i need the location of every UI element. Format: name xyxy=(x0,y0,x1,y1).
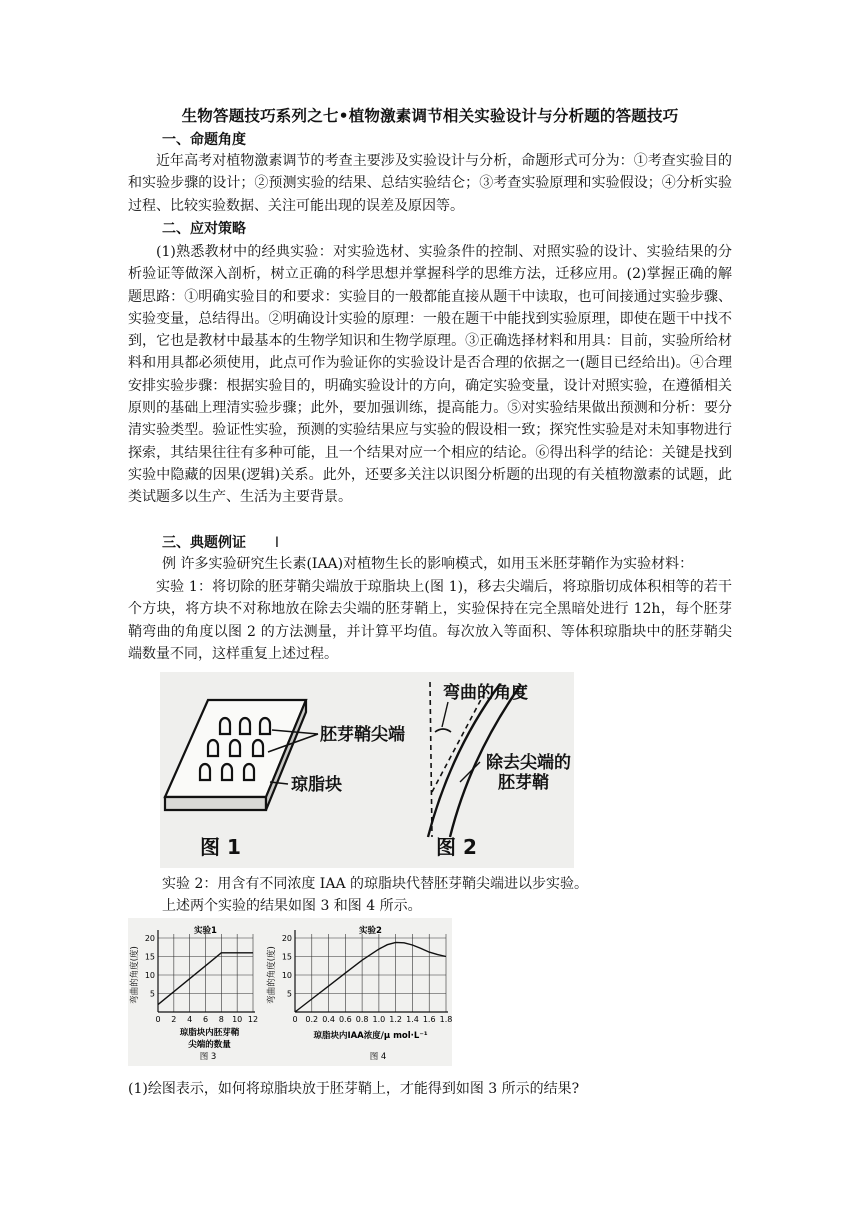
x-tick-label: 0 xyxy=(292,1015,298,1024)
section-3-heading-text: 三、典题例证 xyxy=(162,535,246,551)
y-tick-label: 10 xyxy=(144,971,155,980)
y-tick-label: 20 xyxy=(281,934,292,943)
chart-1 xyxy=(129,925,258,1062)
results-intro: 上述两个实验的结果如图 3 和图 4 所示。 xyxy=(162,898,422,914)
y-tick-label: 20 xyxy=(144,934,155,943)
x-tick-label: 6 xyxy=(202,1015,209,1024)
example-intro: 例 许多实验研究生长素(IAA)对植物生长的影响模式，如用玉米胚芽鞘作为实验材料： xyxy=(162,556,694,572)
text-cursor: I xyxy=(274,535,280,551)
chart-caption: 图 3 xyxy=(199,1052,217,1062)
figure-3-4-image xyxy=(128,918,452,1066)
x-tick-label: 4 xyxy=(187,1015,193,1024)
y-axis-label: 弯曲的角度(度) xyxy=(267,946,277,1004)
section-1-body: 近年高考对植物激素调节的考查主要涉及实验设计与分析，命题形式可分为：①考查实验目的和实验步骤的设计；②预测实验的结果、总结实验结仑；③考查实验原理和实验假设；④分析实验过程、比较实验数据、关注可能出现的误差及原因等。 xyxy=(128,153,732,214)
x-tick-label: 0.6 xyxy=(338,1015,352,1024)
x-tick-label: 2 xyxy=(171,1015,177,1024)
y-tick-label: 5 xyxy=(149,989,155,999)
experiment-1-text: 实验 1：将切除的胚芽鞘尖端放于琼脂块上(图 1)，移去尖端后，将琼脂切成体积相等的若干个方块，将方块不对称地放在除去尖端的胚芽鞘上，实验保持在完全黑暗处进行 12h，每个胚芽鞘弯曲的角度以图 2 的方法测量，并计算平均值。每次放入等面积、等体积琼脂块中的胚芽鞘尖端数量不同，这样重复上述过程。 xyxy=(128,579,732,662)
section-heading-2: 二、应对策略 xyxy=(162,221,246,237)
section-2-body: (1)熟悉教材中的经典实验：对实验选材、实验条件的控制、对照实验的设计、实验结果的分析验证等做深入剖析，树立正确的科学思想并掌握科学的思维方法，迁移应用。(2)掌握正确的解题思路：①明确实验目的和要求：实验目的一般都能直接从题干中读取，也可间接通过实验步骤、实验变量，总结得出。②明确设计实验的原理：一般在题干中能找到实验原理，即使在题干中找不到，它也是教材中最基本的生物学知识和生物学原理。③正确选择材料和用具：目前，实验所给材料和用具都必须使用，此点可作为验证你的实验设计是否合理的依据之一(题目已经给出)。④合理安排实验步骤：根据实验目的，明确实验设计的方向，确定实验变量，设计对照实验，在遵循相关原则的基础上理清实验步骤；此外，要加强训练，提高能力。⑤对实验结果做出预测和分析：要分清实验类型。验证性实验，预测的实验结果应与实验的假设相一致；探究性实验是对未知事物进行探索，其结果往往有多种可能，且一个结果对应一个相应的结论。⑥得出科学的结论：关键是找到实验中隐藏的因果(逻辑)关系。此外，还要多关注以识图分析题的出现的有关植物激素的试题，此类试题多以生产、生活为主要背景。 xyxy=(128,244,732,506)
chart-title: 实验1 xyxy=(194,926,217,936)
section-heading-1: 一、命题角度 xyxy=(162,132,246,148)
x-tick-label: 1.6 xyxy=(422,1015,436,1024)
x-tick-label: 0.8 xyxy=(355,1015,369,1024)
label-decapitated-line2: 胚芽鞘 xyxy=(498,773,549,793)
y-tick-label: 15 xyxy=(281,952,292,962)
document-title: 生物答题技巧系列之七•植物激素调节相关实验设计与分析题的答题技巧 xyxy=(181,107,679,125)
charts-svg xyxy=(128,918,452,1066)
x-axis-label: 琼脂块内IAA浓度/μ mol·L⁻¹ xyxy=(313,1031,428,1041)
x-tick-label: 12 xyxy=(247,1015,259,1024)
label-bend-angle: 弯曲的角度 xyxy=(443,683,528,703)
x-tick-label: 1.4 xyxy=(406,1015,419,1024)
figure-1-2-image xyxy=(160,672,574,868)
label-decapitated-line1: 除去尖端的 xyxy=(486,753,571,773)
x-tick-label: 0.2 xyxy=(305,1015,319,1024)
question-1: (1)绘图表示，如何将琼脂块放于胚芽鞘上，才能得到如图 3 所示的结果? xyxy=(128,1081,580,1097)
x-tick-label: 1.0 xyxy=(372,1015,386,1024)
x-axis-label-line2: 尖端的数量 xyxy=(188,1040,231,1050)
label-agar-block: 琼脂块 xyxy=(291,775,342,795)
experiment-2-text: 实验 2：用含有不同浓度 IAA 的琼脂块代替胚芽鞘尖端进以步实验。 xyxy=(162,876,589,892)
chart-2 xyxy=(266,925,452,1062)
x-tick-label: 8 xyxy=(218,1015,224,1024)
label-coleoptile-tips: 胚芽鞘尖端 xyxy=(320,725,405,745)
chart-caption: 图 4 xyxy=(369,1052,387,1062)
figure-2-caption: 图 2 xyxy=(436,835,477,859)
y-axis-label: 弯曲的角度(度) xyxy=(130,946,140,1004)
x-axis-label-line1: 琼脂块内胚芽鞘 xyxy=(179,1028,240,1038)
x-tick-label: 10 xyxy=(232,1015,243,1024)
x-tick-label: 0.4 xyxy=(322,1015,335,1024)
x-tick-label: 1.2 xyxy=(389,1015,403,1024)
x-tick-label: 1.8 xyxy=(439,1015,452,1024)
data-line xyxy=(295,942,446,1012)
y-tick-label: 15 xyxy=(144,952,155,962)
x-tick-label: 0 xyxy=(155,1015,161,1024)
y-tick-label: 10 xyxy=(281,971,292,980)
y-tick-label: 5 xyxy=(286,989,292,999)
chart-title: 实验2 xyxy=(359,926,382,936)
figure-1-caption: 图 1 xyxy=(200,835,241,859)
section-heading-3 xyxy=(162,532,279,552)
